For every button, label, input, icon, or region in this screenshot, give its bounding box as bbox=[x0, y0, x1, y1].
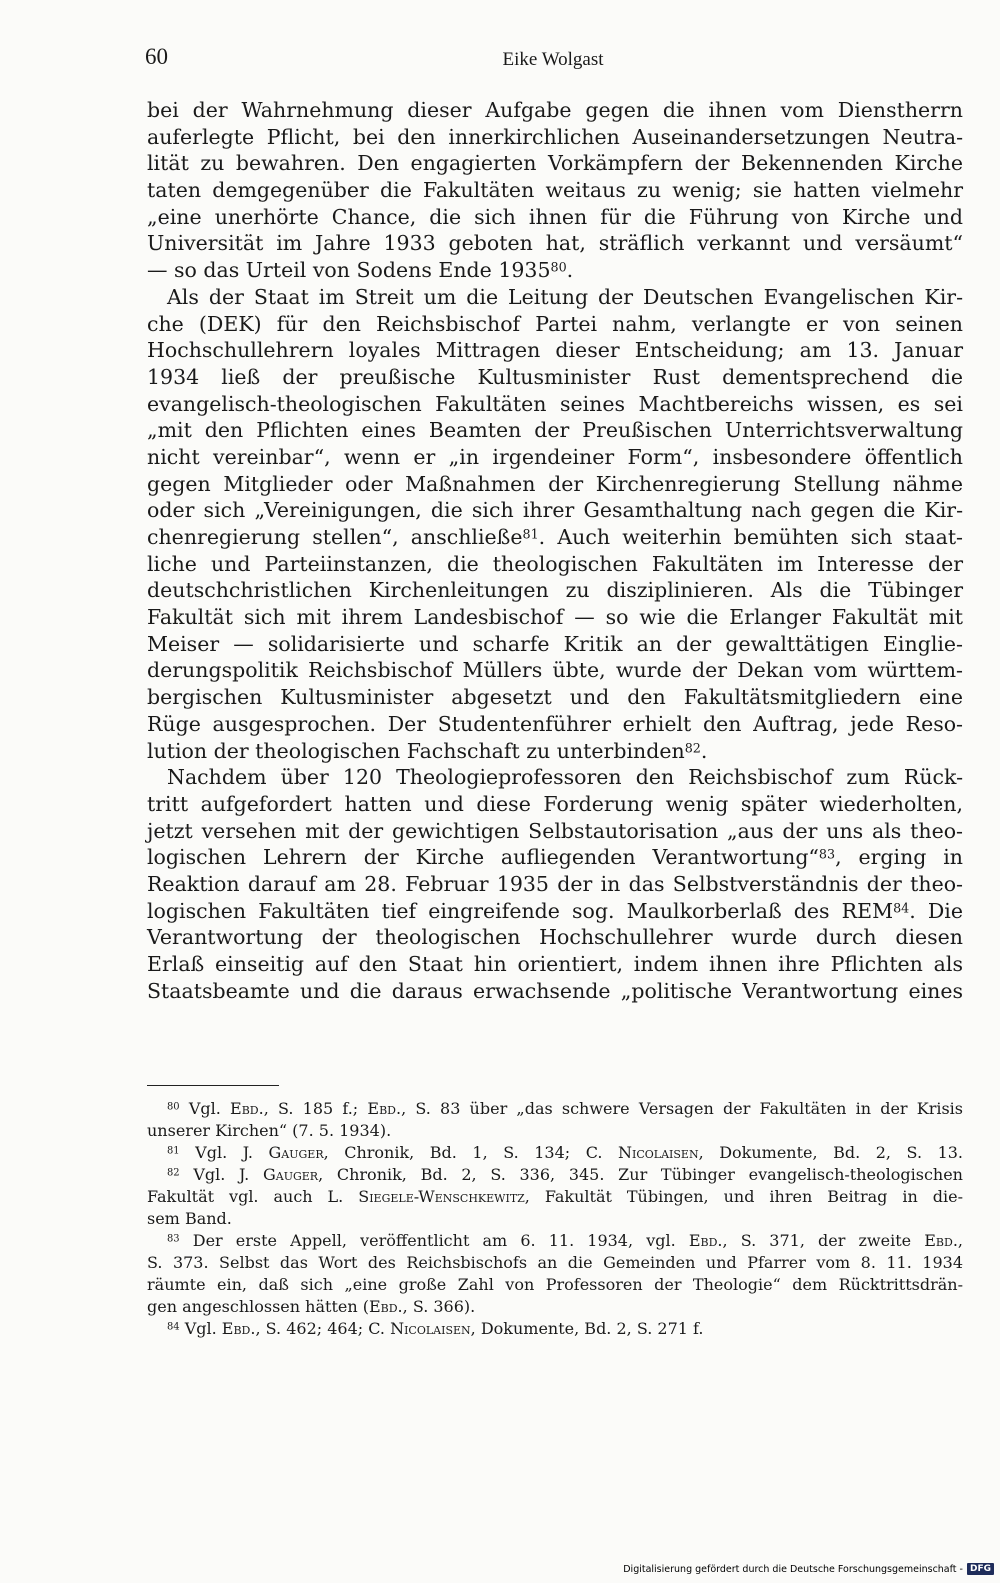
text-line: nicht vereinbar“, wenn er „in irgendeiner Form“, insbesondere öffentlich bbox=[147, 444, 963, 469]
text-segment: , Fakultät Tübingen, und ihren Beitrag in die- bbox=[524, 1187, 964, 1206]
author-name: Siegele-Wenschkewitz bbox=[358, 1187, 525, 1206]
text-line: che (DEK) für den Reichsbischof Partei nahm, verlangte er von seinen bbox=[147, 311, 963, 336]
text-line: tritt aufgefordert hatten und diese Forderung wenig später wiederholten, bbox=[147, 791, 963, 816]
funding-notice bbox=[623, 1561, 994, 1577]
text-segment: Vgl. J. bbox=[195, 1143, 269, 1162]
text-line: Fakultät sich mit ihrem Landesbischof — so wie die Erlanger Fakultät mit bbox=[147, 605, 963, 630]
footnote-ref-84[interactable]: 84 bbox=[893, 899, 910, 915]
text-line: taten demgegenüber die Fakultäten weitaus zu wenig; sie hatten vielmehr bbox=[147, 178, 963, 203]
text-line: lität zu bewahren. Den engagierten Vorkämpfern der Bekennenden Kirche bbox=[147, 151, 963, 176]
abbrev-ebd: Ebd. bbox=[368, 1297, 403, 1316]
footnote-80 bbox=[147, 1098, 963, 1120]
text-segment: , S. 366). bbox=[402, 1297, 476, 1316]
funding-text: Digitalisierung gefördert durch die Deutsche Forschungsgemeinschaft - bbox=[623, 1563, 963, 1575]
text-segment: , Dokumente, Bd. 2, S. 271 f. bbox=[470, 1319, 704, 1338]
footnote-line: S. 373. Selbst das Wort des Reichsbischofs an die Gemeinden und Pfarrer vom 8. 11. 1934 bbox=[147, 1253, 963, 1272]
text-segment: , Dokumente, Bd. 2, S. 13. bbox=[698, 1143, 964, 1162]
main-text bbox=[147, 97, 963, 1004]
text-segment: Vgl. J. bbox=[193, 1165, 263, 1184]
text-segment: Vgl. bbox=[184, 1319, 222, 1338]
abbrev-ebd: Ebd. bbox=[230, 1099, 264, 1118]
footnote-number: 80 bbox=[167, 1101, 180, 1113]
text-line: gegen Mitglieder oder Maßnahmen der Kirchenregierung Stellung nähme bbox=[147, 471, 963, 496]
text-line: auferlegte Pflicht, bei den innerkirchlichen Auseinandersetzungen Neutra- bbox=[147, 124, 963, 149]
text-line: Nachdem über 120 Theologieprofessoren den Reichsbischof zum Rück- bbox=[167, 765, 963, 790]
footnote-ref-81[interactable]: 81 bbox=[522, 526, 539, 542]
text-segment: lution der theologischen Fachschaft zu unterbinden bbox=[147, 738, 685, 763]
text-line: „mit den Pflichten eines Beamten der Preußischen Unterrichtsverwaltung bbox=[147, 418, 963, 443]
running-head: Eike Wolgast bbox=[502, 49, 604, 70]
footnote-line bbox=[147, 1186, 963, 1208]
text-line: Erlaß einseitig auf den Staat hin orientiert, indem ihnen ihre Pflichten als bbox=[147, 952, 963, 976]
text-line: oder sich „Vereinigungen, die sich ihrer Gesamthaltung nach gegen die Kir- bbox=[147, 498, 963, 523]
text-line: evangelisch-theologischen Fakultäten seines Machtbereichs wissen, es sei bbox=[147, 391, 963, 416]
footnote-81 bbox=[147, 1142, 963, 1164]
text-line: Hochschullehrern loyales Mittragen dieser Entscheidung; am 13. Januar bbox=[147, 338, 963, 363]
author-name: Gauger bbox=[262, 1165, 319, 1184]
footnote-number: 84 bbox=[167, 1321, 180, 1333]
text-line: „eine unerhörte Chance, die sich ihnen für die Führung von Kirche und bbox=[147, 204, 963, 229]
text-segment: , bbox=[957, 1231, 963, 1250]
footnote-line: sem Band. bbox=[147, 1209, 232, 1228]
text-line: Staatsbeamte und die daraus erwachsende „politische Verantwortung eines bbox=[147, 978, 963, 1003]
text-segment: , S. 83 über „das schwere Versagen der Fakultäten in der Krisis bbox=[401, 1099, 964, 1118]
text-line: derungspolitik Reichsbischof Müllers übte, wurde der Dekan vom württem- bbox=[147, 658, 963, 683]
footnote-line: räumte ein, daß sich „eine große Zahl von Professoren der Theologie“ dem Rücktrittsdrän- bbox=[147, 1275, 963, 1294]
footnote-line bbox=[147, 1296, 963, 1318]
footnote-divider bbox=[147, 1085, 279, 1086]
footnote-84 bbox=[147, 1318, 963, 1340]
page-header bbox=[145, 44, 961, 84]
abbrev-ebd: Ebd. bbox=[924, 1231, 958, 1250]
footnote-ref-80[interactable]: 80 bbox=[550, 259, 567, 275]
text-line: Rüge ausgesprochen. Der Studentenführer erhielt den Auftrag, jede Reso- bbox=[147, 711, 963, 736]
abbrev-ebd: Ebd. bbox=[221, 1319, 256, 1338]
footnote-line: unserer Kirchen“ (7. 5. 1934). bbox=[147, 1121, 392, 1140]
text-line: jetzt versehen mit der gewichtigen Selbstautorisation „aus der uns als theo- bbox=[147, 818, 963, 843]
text-segment: . bbox=[700, 738, 708, 763]
text-segment: , erging in bbox=[835, 845, 963, 870]
abbrev-ebd: Ebd. bbox=[688, 1231, 723, 1250]
footnote-ref-83[interactable]: 83 bbox=[818, 846, 836, 862]
footnotes bbox=[147, 1098, 963, 1340]
text-line: Reaktion darauf am 28. Februar 1935 der in das Selbstverständnis der theo- bbox=[147, 871, 963, 896]
text-segment: , Chronik, Bd. 2, S. 336, 345. Zur Tübinger evangelisch-theologischen bbox=[318, 1165, 963, 1184]
text-segment: , Chronik, Bd. 1, S. 134; C. bbox=[323, 1143, 618, 1162]
page-number: 60 bbox=[145, 44, 168, 69]
text-segment: . bbox=[566, 258, 574, 283]
text-segment: — so das Urteil von Sodens Ende 1935 bbox=[147, 258, 551, 283]
text-line: Verantwortung der theologischen Hochschullehrer wurde durch diesen bbox=[147, 925, 963, 950]
text-segment: , S. 371, der zweite bbox=[722, 1231, 925, 1250]
text-line bbox=[147, 524, 963, 551]
text-line: bergischen Kultusminister abgesetzt und den Fakultätsmitgliedern eine bbox=[147, 685, 963, 710]
footnote-82 bbox=[147, 1164, 963, 1186]
text-segment: , S. 462; 464; C. bbox=[255, 1319, 391, 1338]
text-segment: logischen Lehrern der Kirche aufliegenden Verantwortung“ bbox=[147, 845, 819, 870]
text-segment: . Auch weiterhin bemühten sich staat- bbox=[538, 525, 963, 549]
text-segment: gen angeschlossen hätten ( bbox=[147, 1297, 369, 1316]
text-line: Als der Staat im Streit um die Leitung der Deutschen Evangelischen Kir- bbox=[167, 284, 963, 309]
text-line: bei der Wahrnehmung dieser Aufgabe gegen die ihnen vom Dienstherrn bbox=[147, 98, 963, 122]
text-line bbox=[147, 257, 963, 284]
text-line: Meiser — solidarisierte und scharfe Kritik an der gewalttätigen Einglie- bbox=[147, 631, 963, 656]
text-line bbox=[147, 898, 963, 925]
footnote-number: 83 bbox=[167, 1233, 180, 1245]
text-line: liche und Parteiinstanzen, die theologischen Fakultäten im Interesse der bbox=[147, 551, 963, 576]
footnote-number: 82 bbox=[167, 1167, 180, 1179]
text-segment: , S. 185 f.; bbox=[263, 1099, 368, 1118]
author-name: Nicolaisen bbox=[618, 1143, 699, 1162]
text-line bbox=[147, 738, 963, 765]
text-line: deutschchristlichen Kirchenleitungen zu disziplinieren. Als die Tübinger bbox=[147, 578, 963, 603]
text-line: Universität im Jahre 1933 geboten hat, sträflich verkannt und versäumt“ bbox=[147, 231, 963, 256]
text-segment: Der erste Appell, veröffentlicht am 6. 11. 1934, vgl. bbox=[192, 1231, 689, 1250]
text-segment: logischen Fakultäten tief eingreifende sog. Maulkorberlaß des REM bbox=[147, 898, 894, 923]
dfg-logo-icon[interactable]: DFG bbox=[967, 1563, 994, 1575]
footnote-83 bbox=[147, 1230, 963, 1252]
author-name: Nicolaisen bbox=[390, 1319, 471, 1338]
abbrev-ebd: Ebd. bbox=[367, 1099, 402, 1118]
text-segment: chenregierung stellen“, anschließe bbox=[147, 525, 523, 549]
text-segment: Fakultät vgl. auch L. bbox=[147, 1187, 359, 1206]
text-line bbox=[147, 844, 963, 871]
text-segment: Vgl. bbox=[188, 1099, 231, 1118]
text-line: 1934 ließ der preußische Kultusminister Rust dementsprechend die bbox=[147, 364, 963, 389]
author-name: Gauger bbox=[268, 1143, 324, 1162]
text-segment: . Die bbox=[909, 898, 963, 923]
footnote-ref-82[interactable]: 82 bbox=[684, 739, 701, 755]
footnote-number: 81 bbox=[167, 1145, 180, 1157]
